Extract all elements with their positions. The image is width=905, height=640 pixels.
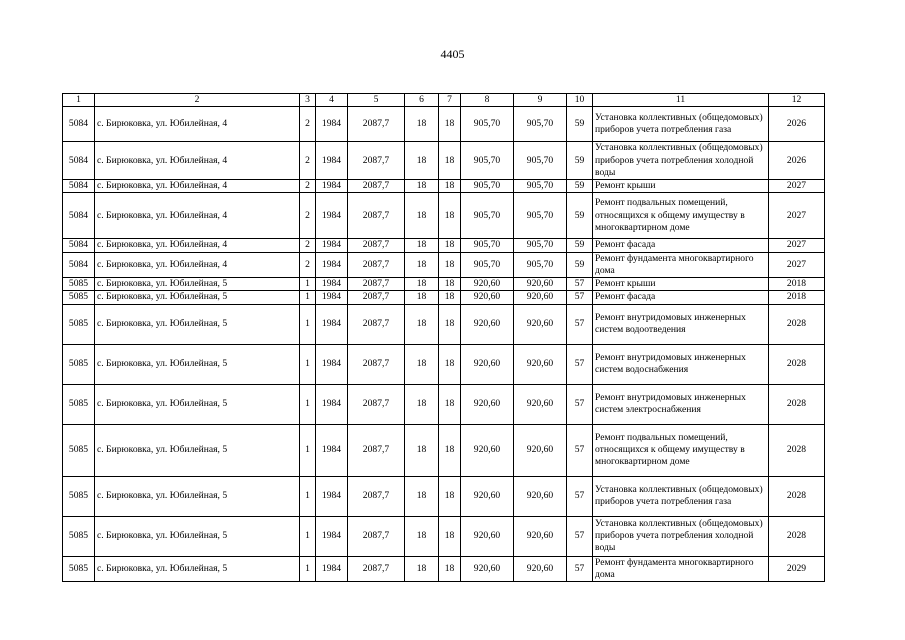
- cell-number: 5084: [63, 142, 95, 180]
- cell-number: 5085: [63, 304, 95, 344]
- cell-floors: 1: [300, 291, 316, 304]
- cell-address: с. Бирюковка, ул. Юбилейная, 5: [95, 344, 300, 384]
- table-row: [63, 304, 825, 344]
- cell-col10: 57: [567, 344, 593, 384]
- cell-year-planned: 2027: [769, 193, 825, 239]
- cell-year-planned: 2026: [769, 142, 825, 180]
- cell-col7: 18: [439, 516, 461, 556]
- cell-col10: 59: [567, 193, 593, 239]
- header-cell-7: 7: [439, 94, 461, 107]
- table-row: [63, 252, 825, 278]
- cell-area: 2087,7: [348, 291, 405, 304]
- cell-col9: 920,60: [514, 516, 567, 556]
- cell-floors: 2: [300, 252, 316, 278]
- cell-floors: 1: [300, 344, 316, 384]
- table-row: [63, 278, 825, 291]
- cell-col7: 18: [439, 424, 461, 476]
- cell-work-type: Установка коллективных (общедомовых) приборов учета потребления холодной воды: [593, 142, 769, 180]
- cell-col9: 920,60: [514, 556, 567, 582]
- cell-col9: 905,70: [514, 193, 567, 239]
- cell-col10: 59: [567, 142, 593, 180]
- cell-area: 2087,7: [348, 180, 405, 193]
- cell-floors: 2: [300, 180, 316, 193]
- header-cell-4: 4: [316, 94, 348, 107]
- cell-col10: 57: [567, 516, 593, 556]
- cell-col8: 920,60: [461, 476, 514, 516]
- cell-year: 1984: [316, 556, 348, 582]
- cell-year-planned: 2018: [769, 278, 825, 291]
- cell-floors: 1: [300, 304, 316, 344]
- table-header-row: [63, 94, 825, 107]
- table-row: [63, 424, 825, 476]
- cell-col6: 18: [405, 516, 439, 556]
- cell-col7: 18: [439, 476, 461, 516]
- cell-col7: 18: [439, 107, 461, 142]
- header-cell-11: 11: [593, 94, 769, 107]
- cell-year-planned: 2028: [769, 516, 825, 556]
- cell-floors: 2: [300, 193, 316, 239]
- cell-number: 5085: [63, 516, 95, 556]
- cell-work-type: Ремонт фундамента многоквартирного дома: [593, 252, 769, 278]
- cell-year-planned: 2029: [769, 556, 825, 582]
- cell-area: 2087,7: [348, 252, 405, 278]
- cell-number: 5085: [63, 278, 95, 291]
- cell-work-type: Ремонт внутридомовых инженерных систем водоснабжения: [593, 344, 769, 384]
- cell-col9: 905,70: [514, 142, 567, 180]
- cell-col6: 18: [405, 107, 439, 142]
- header-cell-10: 10: [567, 94, 593, 107]
- cell-area: 2087,7: [348, 193, 405, 239]
- cell-area: 2087,7: [348, 556, 405, 582]
- cell-address: с. Бирюковка, ул. Юбилейная, 5: [95, 516, 300, 556]
- cell-year: 1984: [316, 142, 348, 180]
- cell-col10: 59: [567, 239, 593, 252]
- cell-year: 1984: [316, 239, 348, 252]
- cell-col8: 920,60: [461, 291, 514, 304]
- cell-col7: 18: [439, 252, 461, 278]
- cell-work-type: Ремонт крыши: [593, 278, 769, 291]
- cell-col10: 59: [567, 252, 593, 278]
- cell-col9: 920,60: [514, 278, 567, 291]
- cell-work-type: Ремонт фундамента многоквартирного дома: [593, 556, 769, 582]
- header-cell-12: 12: [769, 94, 825, 107]
- cell-col8: 905,70: [461, 180, 514, 193]
- cell-work-type: Ремонт подвальных помещений, относящихся к общему имуществу в многоквартирном доме: [593, 193, 769, 239]
- header-cell-9: 9: [514, 94, 567, 107]
- cell-year: 1984: [316, 424, 348, 476]
- cell-col9: 920,60: [514, 424, 567, 476]
- cell-col8: 920,60: [461, 516, 514, 556]
- cell-work-type: Установка коллективных (общедомовых) приборов учета потребления газа: [593, 476, 769, 516]
- cell-address: с. Бирюковка, ул. Юбилейная, 5: [95, 384, 300, 424]
- page-number: 4405: [440, 47, 465, 61]
- cell-year: 1984: [316, 107, 348, 142]
- cell-col7: 18: [439, 278, 461, 291]
- cell-col10: 57: [567, 291, 593, 304]
- cell-work-type: Ремонт внутридомовых инженерных систем электроснабжения: [593, 384, 769, 424]
- cell-col8: 905,70: [461, 239, 514, 252]
- cell-col7: 18: [439, 193, 461, 239]
- cell-col10: 57: [567, 556, 593, 582]
- cell-col6: 18: [405, 304, 439, 344]
- cell-year: 1984: [316, 476, 348, 516]
- cell-col9: 905,70: [514, 239, 567, 252]
- cell-year: 1984: [316, 344, 348, 384]
- cell-year-planned: 2026: [769, 107, 825, 142]
- table-row: [63, 291, 825, 304]
- cell-col8: 905,70: [461, 107, 514, 142]
- table-row: [63, 516, 825, 556]
- cell-year: 1984: [316, 193, 348, 239]
- cell-col9: 905,70: [514, 180, 567, 193]
- cell-area: 2087,7: [348, 142, 405, 180]
- cell-area: 2087,7: [348, 384, 405, 424]
- cell-year: 1984: [316, 291, 348, 304]
- cell-col6: 18: [405, 424, 439, 476]
- cell-area: 2087,7: [348, 424, 405, 476]
- cell-col8: 920,60: [461, 384, 514, 424]
- cell-col8: 905,70: [461, 252, 514, 278]
- cell-col6: 18: [405, 252, 439, 278]
- cell-year: 1984: [316, 516, 348, 556]
- cell-col8: 920,60: [461, 424, 514, 476]
- table-row: [63, 344, 825, 384]
- cell-number: 5085: [63, 424, 95, 476]
- cell-address: с. Бирюковка, ул. Юбилейная, 4: [95, 142, 300, 180]
- cell-col8: 920,60: [461, 556, 514, 582]
- cell-floors: 1: [300, 476, 316, 516]
- cell-area: 2087,7: [348, 516, 405, 556]
- cell-area: 2087,7: [348, 107, 405, 142]
- cell-col10: 57: [567, 424, 593, 476]
- cell-work-type: Ремонт внутридомовых инженерных систем водоотведения: [593, 304, 769, 344]
- cell-address: с. Бирюковка, ул. Юбилейная, 5: [95, 556, 300, 582]
- cell-col6: 18: [405, 180, 439, 193]
- cell-year: 1984: [316, 180, 348, 193]
- cell-floors: 1: [300, 278, 316, 291]
- cell-year-planned: 2028: [769, 344, 825, 384]
- cell-floors: 2: [300, 239, 316, 252]
- cell-area: 2087,7: [348, 278, 405, 291]
- cell-address: с. Бирюковка, ул. Юбилейная, 4: [95, 193, 300, 239]
- table-row: [63, 476, 825, 516]
- cell-year-planned: 2027: [769, 252, 825, 278]
- cell-address: с. Бирюковка, ул. Юбилейная, 4: [95, 180, 300, 193]
- cell-col10: 59: [567, 107, 593, 142]
- cell-address: с. Бирюковка, ул. Юбилейная, 4: [95, 107, 300, 142]
- cell-col7: 18: [439, 344, 461, 384]
- cell-address: с. Бирюковка, ул. Юбилейная, 5: [95, 278, 300, 291]
- cell-number: 5084: [63, 180, 95, 193]
- cell-col7: 18: [439, 239, 461, 252]
- cell-col8: 920,60: [461, 278, 514, 291]
- repair-schedule-table: [62, 93, 825, 582]
- header-cell-3: 3: [300, 94, 316, 107]
- cell-floors: 2: [300, 142, 316, 180]
- cell-address: с. Бирюковка, ул. Юбилейная, 5: [95, 424, 300, 476]
- header-cell-5: 5: [348, 94, 405, 107]
- cell-col9: 920,60: [514, 304, 567, 344]
- cell-work-type: Установка коллективных (общедомовых) приборов учета потребления холодной воды: [593, 516, 769, 556]
- cell-floors: 2: [300, 107, 316, 142]
- cell-floors: 1: [300, 556, 316, 582]
- cell-number: 5084: [63, 239, 95, 252]
- cell-work-type: Ремонт крыши: [593, 180, 769, 193]
- cell-col7: 18: [439, 142, 461, 180]
- cell-work-type: Установка коллективных (общедомовых) приборов учета потребления газа: [593, 107, 769, 142]
- cell-work-type: Ремонт подвальных помещений, относящихся к общему имуществу в многоквартирном доме: [593, 424, 769, 476]
- cell-area: 2087,7: [348, 344, 405, 384]
- table-row: [63, 107, 825, 142]
- cell-col6: 18: [405, 239, 439, 252]
- cell-year-planned: 2028: [769, 304, 825, 344]
- cell-col8: 920,60: [461, 304, 514, 344]
- cell-col6: 18: [405, 291, 439, 304]
- cell-col6: 18: [405, 384, 439, 424]
- cell-col8: 905,70: [461, 142, 514, 180]
- cell-number: 5084: [63, 107, 95, 142]
- header-cell-8: 8: [461, 94, 514, 107]
- header-cell-1: 1: [63, 94, 95, 107]
- cell-col7: 18: [439, 304, 461, 344]
- cell-address: с. Бирюковка, ул. Юбилейная, 4: [95, 239, 300, 252]
- cell-col9: 920,60: [514, 384, 567, 424]
- cell-col9: 920,60: [514, 344, 567, 384]
- cell-col9: 920,60: [514, 476, 567, 516]
- cell-address: с. Бирюковка, ул. Юбилейная, 4: [95, 252, 300, 278]
- cell-number: 5085: [63, 291, 95, 304]
- cell-address: с. Бирюковка, ул. Юбилейная, 5: [95, 291, 300, 304]
- cell-floors: 1: [300, 516, 316, 556]
- cell-year-planned: 2027: [769, 180, 825, 193]
- cell-floors: 1: [300, 384, 316, 424]
- cell-col10: 57: [567, 476, 593, 516]
- cell-year-planned: 2018: [769, 291, 825, 304]
- cell-year: 1984: [316, 304, 348, 344]
- cell-col8: 920,60: [461, 344, 514, 384]
- cell-number: 5084: [63, 252, 95, 278]
- cell-col10: 57: [567, 278, 593, 291]
- cell-year-planned: 2028: [769, 424, 825, 476]
- table-row: [63, 556, 825, 582]
- cell-col9: 920,60: [514, 291, 567, 304]
- cell-number: 5084: [63, 193, 95, 239]
- cell-col6: 18: [405, 278, 439, 291]
- cell-col7: 18: [439, 384, 461, 424]
- cell-area: 2087,7: [348, 239, 405, 252]
- cell-col7: 18: [439, 180, 461, 193]
- cell-address: с. Бирюковка, ул. Юбилейная, 5: [95, 476, 300, 516]
- cell-work-type: Ремонт фасада: [593, 291, 769, 304]
- cell-col6: 18: [405, 193, 439, 239]
- cell-col10: 59: [567, 180, 593, 193]
- cell-col9: 905,70: [514, 252, 567, 278]
- cell-col9: 905,70: [514, 107, 567, 142]
- cell-number: 5085: [63, 556, 95, 582]
- cell-col10: 57: [567, 304, 593, 344]
- cell-col6: 18: [405, 344, 439, 384]
- cell-year: 1984: [316, 278, 348, 291]
- cell-number: 5085: [63, 344, 95, 384]
- cell-col6: 18: [405, 142, 439, 180]
- cell-number: 5085: [63, 384, 95, 424]
- cell-col7: 18: [439, 291, 461, 304]
- table-row: [63, 142, 825, 180]
- header-cell-2: 2: [95, 94, 300, 107]
- cell-year: 1984: [316, 384, 348, 424]
- table-row: [63, 239, 825, 252]
- table-row: [63, 180, 825, 193]
- cell-col8: 905,70: [461, 193, 514, 239]
- cell-year-planned: 2027: [769, 239, 825, 252]
- cell-address: с. Бирюковка, ул. Юбилейная, 5: [95, 304, 300, 344]
- cell-work-type: Ремонт фасада: [593, 239, 769, 252]
- cell-col6: 18: [405, 556, 439, 582]
- table-row: [63, 384, 825, 424]
- cell-year: 1984: [316, 252, 348, 278]
- cell-year-planned: 2028: [769, 384, 825, 424]
- cell-col10: 57: [567, 384, 593, 424]
- cell-number: 5085: [63, 476, 95, 516]
- cell-col7: 18: [439, 556, 461, 582]
- table-row: [63, 193, 825, 239]
- header-cell-6: 6: [405, 94, 439, 107]
- cell-year-planned: 2028: [769, 476, 825, 516]
- cell-col6: 18: [405, 476, 439, 516]
- cell-area: 2087,7: [348, 304, 405, 344]
- cell-floors: 1: [300, 424, 316, 476]
- cell-area: 2087,7: [348, 476, 405, 516]
